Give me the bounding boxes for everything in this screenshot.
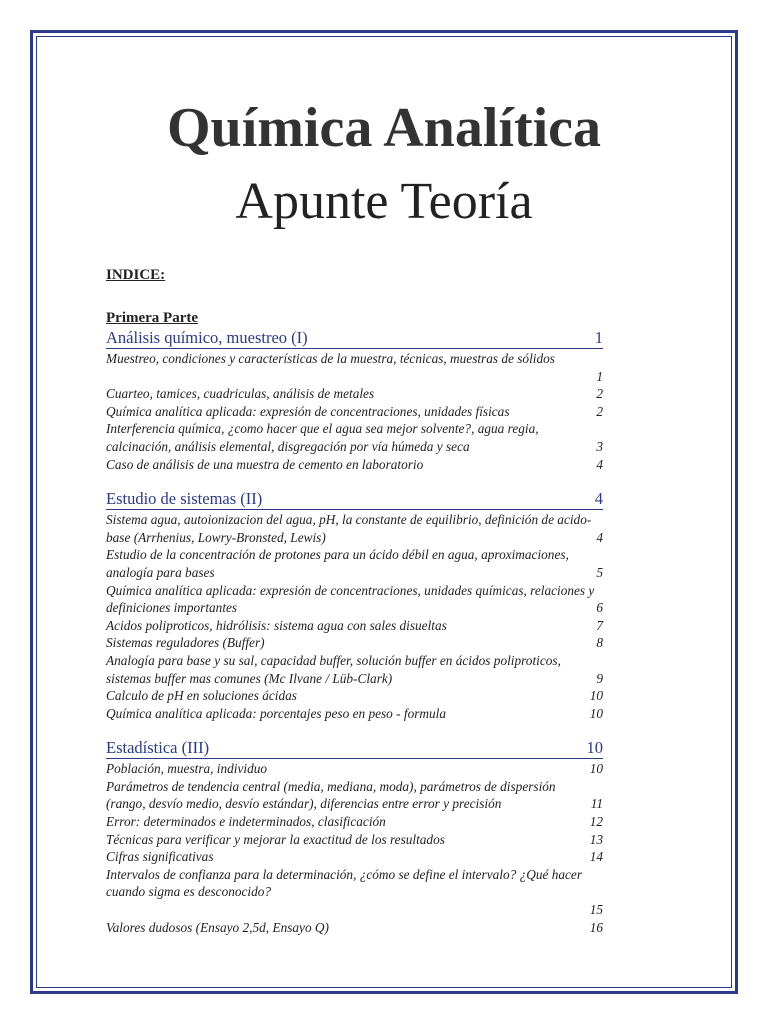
index-heading: INDICE: — [106, 267, 166, 283]
toc-entry[interactable] — [106, 634, 666, 652]
entry-text: Población, muestra, individuo — [106, 761, 268, 777]
entry-text: Acidos poliproticos, hidrólisis: sistema agua con sales disueltas — [106, 617, 447, 633]
toc-entry[interactable] — [106, 687, 666, 705]
toc-entry[interactable] — [106, 652, 666, 687]
toc-entry[interactable] — [106, 350, 666, 385]
entry-page-number: 6 — [596, 600, 603, 616]
entry-page-number: 2 — [596, 403, 603, 419]
entry-text: Valores dudosos (Ensayo 2,5d, Ensayo Q) — [106, 919, 329, 935]
entry-text: Química analítica aplicada: expresión de concentraciones, unidades químicas, relaciones y definiciones importantes — [106, 582, 595, 616]
entry-page-number: 11 — [590, 796, 603, 812]
entry-text: Calculo de pH en soluciones ácidas — [106, 688, 297, 704]
toc-entry[interactable] — [106, 848, 666, 866]
entry-page-number: 10 — [589, 705, 603, 721]
entry-page-number: 5 — [596, 564, 603, 580]
entry-page-number: 2 — [596, 386, 603, 402]
entry-text: Sistema agua, autoionizacion del agua, pH, la constante de equilibrio, definición de acido- base (Arrhenius, Lowry-Bronsted, Lewis) — [106, 512, 592, 545]
toc-entry[interactable] — [106, 403, 666, 421]
section-page-number: 4 — [594, 489, 603, 509]
entry-page-number: 3 — [596, 438, 603, 454]
section-title: Estadística (III) — [106, 738, 210, 758]
section-page-number: 10 — [586, 738, 603, 758]
toc-entry[interactable] — [106, 778, 666, 813]
entry-page-number: 7 — [596, 617, 603, 633]
entry-page-number: 1 — [596, 368, 603, 384]
toc-entry-list — [106, 760, 666, 936]
toc-entry[interactable] — [106, 511, 666, 546]
toc-entry[interactable] — [106, 760, 666, 778]
entry-text: Muestreo, condiciones y características de la muestra, técnicas, muestras de sólidos — [106, 351, 555, 366]
toc-entry[interactable] — [106, 919, 666, 937]
toc-entry[interactable] — [106, 866, 666, 919]
entry-page-number: 10 — [589, 761, 603, 777]
entry-page-number: 15 — [589, 902, 603, 918]
entry-text: Sistemas reguladores (Buffer) — [106, 635, 265, 651]
document-title: Química Analítica — [167, 97, 601, 159]
toc-entry[interactable] — [106, 385, 666, 403]
entry-text: Cuarteo, tamices, cuadriculas, análisis de metales — [106, 386, 375, 402]
entry-page-number: 8 — [596, 635, 603, 651]
table-of-contents — [106, 264, 666, 936]
section-title: Estudio de sistemas (II) — [106, 489, 263, 509]
toc-entry[interactable] — [106, 420, 666, 455]
entry-text: Error: determinados e indeterminados, clasificación — [106, 814, 386, 830]
toc-sections — [106, 328, 666, 936]
entry-page-number: 14 — [589, 849, 603, 865]
toc-entry[interactable] — [106, 582, 666, 617]
entry-page-number: 16 — [589, 919, 603, 935]
toc-entry[interactable] — [106, 546, 666, 581]
toc-section-heading[interactable] — [106, 738, 603, 759]
entry-text: Técnicas para verificar y mejorar la exactitud de los resultados — [106, 831, 445, 847]
section-page-number: 1 — [594, 328, 603, 347]
entry-page-number: 9 — [596, 670, 603, 686]
part-heading: Primera Parte — [106, 310, 199, 326]
section-title: Análisis químico, muestreo (I) — [106, 328, 308, 347]
toc-entry[interactable] — [106, 617, 666, 635]
toc-section-heading[interactable] — [106, 489, 603, 510]
toc-entry[interactable] — [106, 831, 666, 849]
entry-text: Caso de análisis de una muestra de cemento en laboratorio — [106, 456, 424, 472]
entry-page-number: 4 — [596, 529, 603, 545]
entry-page-number: 13 — [589, 831, 603, 847]
toc-entry[interactable] — [106, 813, 666, 831]
entry-text: Estudio de la concentración de protones para un ácido débil en agua, aproximaciones, analogía para bases — [106, 547, 569, 580]
document-subtitle: Apunte Teoría — [235, 173, 533, 230]
entry-text: Química analítica aplicada: porcentajes peso en peso - formula — [106, 705, 446, 721]
entry-text: Química analítica aplicada: expresión de concentraciones, unidades físicas — [106, 403, 510, 419]
entry-page-number: 10 — [589, 688, 603, 704]
toc-entry-list — [106, 350, 666, 473]
toc-section-heading[interactable] — [106, 328, 603, 349]
entry-text: Parámetros de tendencia central (media, mediana, moda), parámetros de dispersión (rango, desvío medio, desvío estándar), diferencias entre error y precisión — [106, 778, 556, 812]
entry-text: Analogía para base y su sal, capacidad buffer, solución buffer en ácidos poliproticos, sistemas buffer mas comunes (Mc Ilvane / Lüb-Clark) — [106, 652, 561, 686]
entry-text: Cifras significativas — [106, 849, 214, 865]
entry-text: Interferencia química, ¿como hacer que el agua sea mejor solvente?, agua regia, calcinación, análisis elemental, disgregación por vía húmeda y seca — [106, 421, 539, 454]
toc-entry-list — [106, 511, 666, 722]
toc-entry[interactable] — [106, 456, 666, 474]
entry-page-number: 4 — [596, 456, 603, 472]
toc-entry[interactable] — [106, 705, 666, 723]
entry-page-number: 12 — [589, 814, 603, 830]
entry-text: Intervalos de confianza para la determinación, ¿cómo se define el intervalo? ¿Qué hacer cuando sigma es desconocido? — [106, 866, 582, 900]
